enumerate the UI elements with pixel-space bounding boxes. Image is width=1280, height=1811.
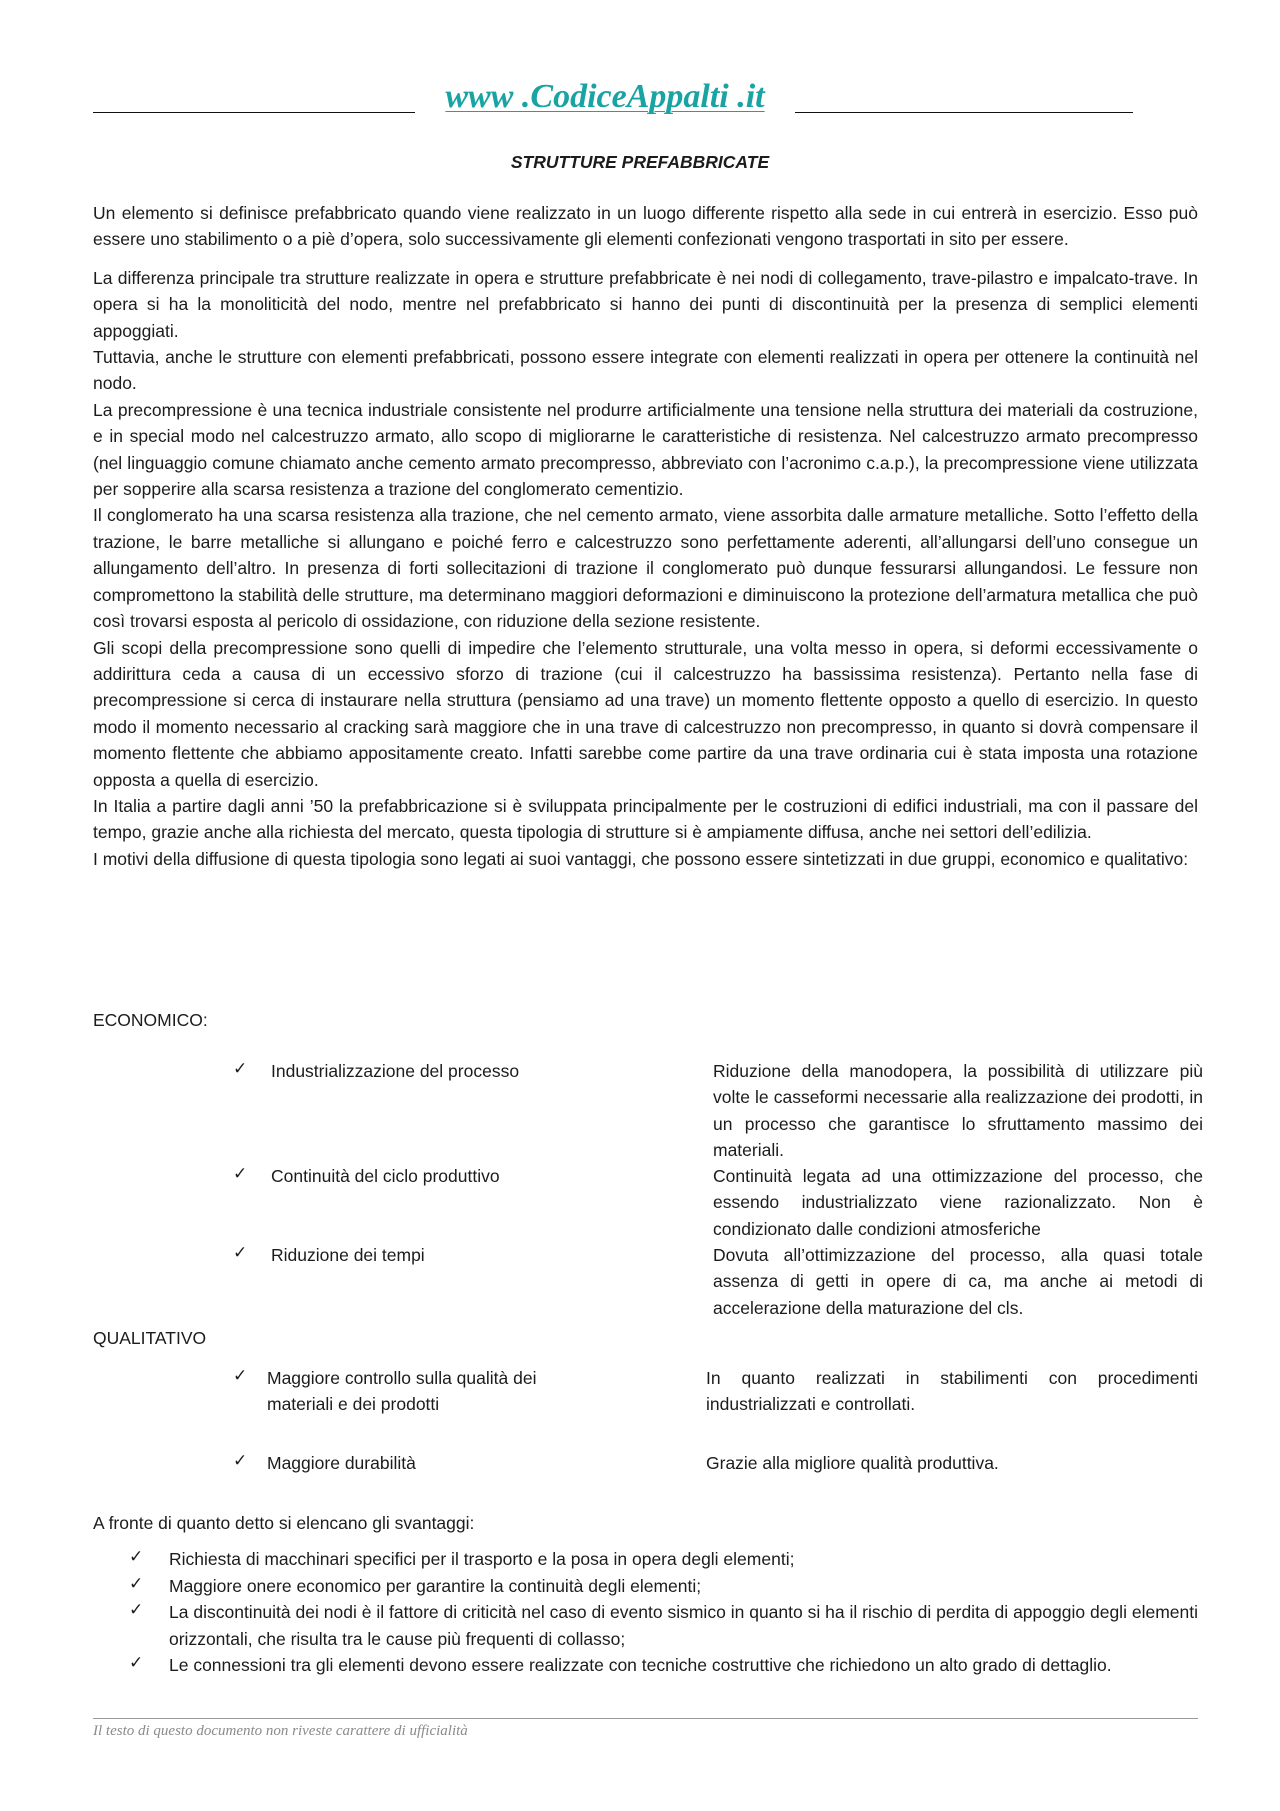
checkmark-icon: ✓ bbox=[233, 1164, 248, 1183]
advantage-description: In quanto realizzati in stabilimenti con procedimenti industrializzati e controllati. bbox=[706, 1368, 1198, 1415]
checkmark-icon: ✓ bbox=[129, 1653, 144, 1673]
checkmark-icon: ✓ bbox=[129, 1600, 144, 1620]
list-item-text: Maggiore onere economico per garantire la continuità degli elementi; bbox=[169, 1575, 702, 1596]
header-rule-left bbox=[93, 112, 415, 113]
document-title: STRUTTURE PREFABBRICATE bbox=[510, 152, 770, 172]
list-item bbox=[93, 1599, 1198, 1652]
paragraph: Il conglomerato ha una scarsa resistenza alla trazione, che nel cemento armato, viene assorbita dalle armature metalliche. Sotto l’effetto della trazione, le barre metalliche si allungano e poiché ferro e calcestruzzo sono perfettamente aderenti, all’allungarsi dell’uno consegue un allungamento dell’altro. In presenza di forti sollecitazioni di trazione il conglomerato può dunque fessurarsi allungandosi. Le fessure non compromettono la stabilità delle strutture, ma determinano maggiori deformazioni e diminuiscono la protezione dell’armatura metallica che può così trovarsi esposta al pericolo di ossidazione, con riduzione della sezione resistente. bbox=[93, 505, 1198, 632]
checkmark-icon: ✓ bbox=[129, 1547, 144, 1567]
page-header bbox=[93, 78, 1133, 118]
footer-rule bbox=[93, 1718, 1198, 1719]
list-item-text: La discontinuità dei nodi è il fattore di criticità nel caso di evento sismico in quanto si ha il rischio di perdita di appoggio degli elementi orizzontali, che risulta tra le cause più frequenti di collasso; bbox=[169, 1602, 1198, 1649]
paragraph: Un elemento si definisce prefabbricato quando viene realizzato in un luogo differente rispetto alla sede in cui entrerà in esercizio. Esso può essere uno stabilimento o a piè d’opera, solo successivamente gli elementi confezionati vengono trasportati in sito per essere. bbox=[93, 203, 1198, 250]
advantage-name: Maggiore controllo sulla qualità dei materiali e dei prodotti bbox=[267, 1368, 537, 1415]
header-rule-right bbox=[795, 112, 1133, 113]
advantage-name: Industrializzazione del processo bbox=[271, 1061, 520, 1081]
section-label-qualitativo: QUALITATIVO bbox=[93, 1328, 207, 1348]
list-item bbox=[93, 1652, 1198, 1678]
disadvantages-intro: A fronte di quanto detto si elencano gli svantaggi: bbox=[93, 1513, 475, 1533]
advantage-name: Maggiore durabilità bbox=[267, 1453, 416, 1473]
disadvantages-section bbox=[93, 1510, 1198, 1678]
paragraph: Tuttavia, anche le strutture con elementi prefabbricati, possono essere integrate con elementi realizzati in opera per ottenere la continuità nel nodo. bbox=[93, 347, 1198, 394]
paragraph: In Italia a partire dagli anni ’50 la prefabbricazione si è sviluppata principalmente per le costruzioni di edifici industriali, ma con il passare del tempo, grazie anche alla richiesta del mercato, questa tipologia di strutture si è ampiamente diffusa, anche nei settori dell’edilizia. bbox=[93, 795, 1198, 843]
advantage-description: Continuità legata ad una ottimizzazione del processo, che essendo industrializzato viene razionalizzato. Non è condizionato dalle condizioni atmosferiche bbox=[713, 1166, 1203, 1239]
checkmark-icon: ✓ bbox=[233, 1059, 248, 1078]
paragraph: La differenza principale tra strutture realizzate in opera e strutture prefabbricate è nei nodi di collegamento, trave-pilastro e impalcato-trave. In opera si ha la monoliticità del nodo, mentre nel prefabbricato si hanno dei punti di discontinuità per la presenza di semplici elementi appoggiati. bbox=[93, 267, 1198, 341]
list-item bbox=[93, 1573, 1198, 1599]
advantage-name: Riduzione dei tempi bbox=[271, 1245, 425, 1265]
checkmark-icon: ✓ bbox=[233, 1243, 248, 1262]
disadvantages-list bbox=[93, 1546, 1198, 1678]
intro-text bbox=[93, 200, 1198, 872]
section-label-economico: ECONOMICO: bbox=[93, 1010, 208, 1030]
list-item bbox=[93, 1546, 1198, 1572]
advantage-name: Continuità del ciclo produttivo bbox=[271, 1166, 500, 1186]
advantage-description: Dovuta all’ottimizzazione del processo, alla quasi totale assenza di getti in opere di ca, ma anche ai metodi di accelerazione della maturazione del cls. bbox=[713, 1245, 1203, 1318]
checkmark-icon: ✓ bbox=[233, 1451, 248, 1470]
footer-note: Il testo di questo documento non riveste carattere di ufficialità bbox=[93, 1723, 468, 1739]
site-link[interactable]: www .CodiceAppalti .it bbox=[445, 78, 765, 115]
paragraph: Gli scopi della precompressione sono quelli di impedire che l’elemento strutturale, una volta messo in opera, si deformi eccessivamente o addirittura ceda a causa di un eccessivo sforzo di trazione (cui il calcestruzzo ha bassissima resistenza). Pertanto nella fase di precompressione si cerca di instaurare nella struttura (pensiamo ad una trave) un momento flettente opposto a quello di esercizio. In questo modo il momento necessario al cracking sarà maggiore che in una trave di calcestruzzo non precompresso, in quanto si dovrà compensare il momento flettente che abbiamo appositamente creato. Infatti sarebbe come partire da una trave ordinaria cui è stata imposta una rotazione opposta a quella di esercizio. bbox=[93, 637, 1198, 790]
paragraph: I motivi della diffusione di questa tipologia sono legati ai suoi vantaggi, che possono essere sintetizzati in due gruppi, economico e qualitativo: bbox=[93, 848, 1189, 869]
advantage-description: Grazie alla migliore qualità produttiva. bbox=[706, 1453, 999, 1473]
list-item-text: Le connessioni tra gli elementi devono essere realizzate con tecniche costruttive che richiedono un alto grado di dettaglio. bbox=[169, 1655, 1112, 1676]
list-item-text: Richiesta di macchinari specifici per il trasporto e la posa in opera degli elementi; bbox=[169, 1549, 795, 1570]
checkmark-icon: ✓ bbox=[129, 1573, 144, 1593]
checkmark-icon: ✓ bbox=[233, 1366, 248, 1385]
advantage-description: Riduzione della manodopera, la possibilità di utilizzare più volte le casseformi necessarie alla realizzazione dei prodotti, in un processo che garantisce lo sfruttamento massimo dei materiali. bbox=[713, 1061, 1203, 1161]
page-footer bbox=[93, 1718, 1198, 1740]
paragraph: La precompressione è una tecnica industriale consistente nel produrre artificialmente una tensione nella struttura dei materiali da costruzione, e in special modo nel calcestruzzo armato, allo scopo di migliorarne le caratteristiche di resistenza. Nel calcestruzzo armato precompresso (nel linguaggio comune chiamato anche cemento armato precompresso, abbreviato con l’acronimo c.a.p.), la precompressione viene utilizzata per sopperire alla scarsa resistenza a trazione del conglomerato cementizio. bbox=[93, 399, 1198, 500]
